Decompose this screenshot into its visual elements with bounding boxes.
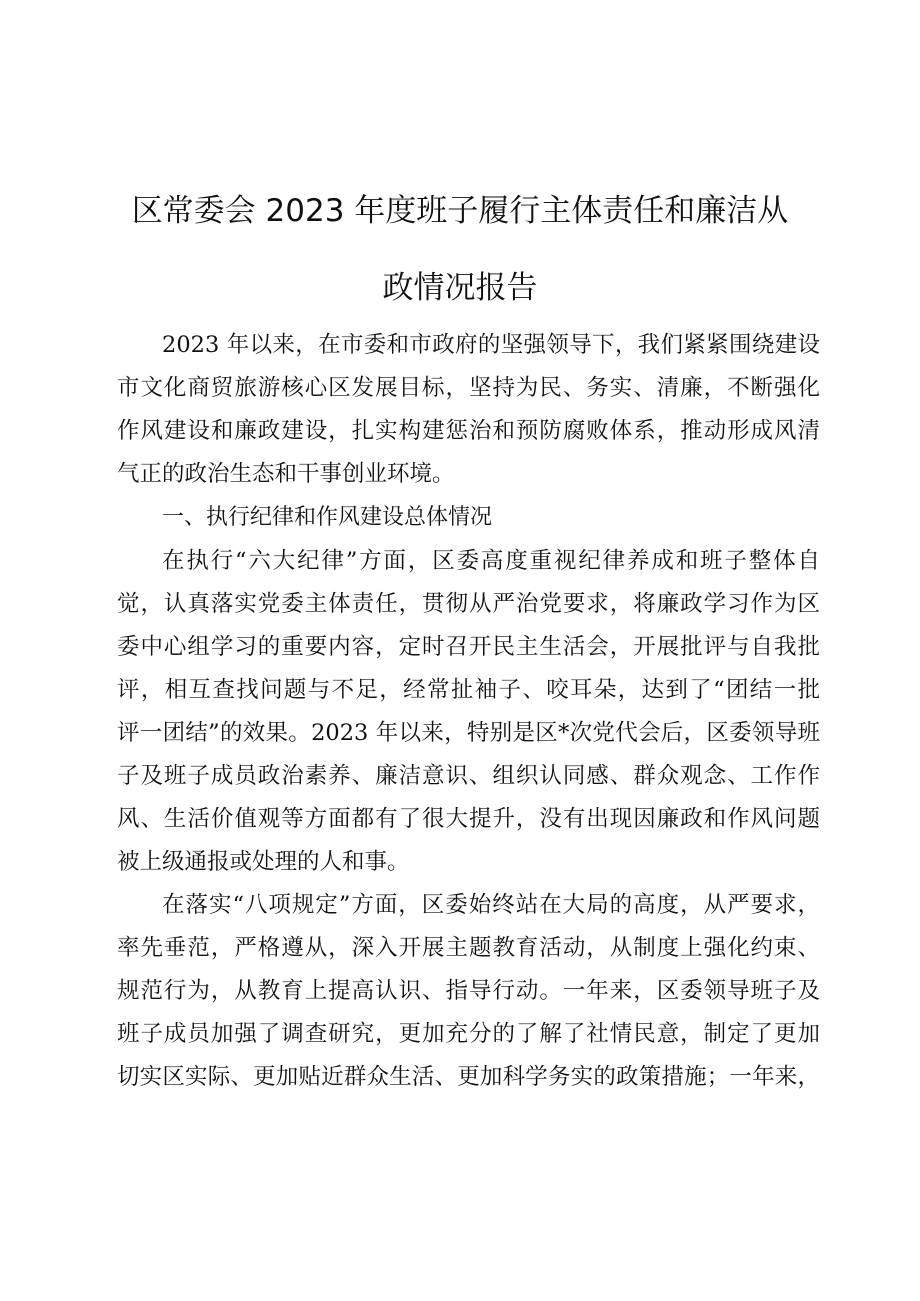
document-title-line-1: 区常委会 2023 年度班子履行主体责任和廉洁从 (131, 193, 789, 229)
paragraph-2-line: 子及班子成员政治素养、廉洁意识、组织认同感、群众观念、工作作 (117, 763, 820, 789)
paragraph-3-line: 规范行为，从教育上提高认识、指导行动。一年来，区委领导班子及 (117, 978, 820, 1004)
paragraph-2-line: 委中心组学习的重要内容，定时召开民主生活会，开展批评与自我批 (117, 634, 820, 660)
section-heading: 一、执行纪律和作风建设总体情况 (162, 505, 493, 530)
paragraph-3-line: 在落实“八项规定”方面，区委始终站在大局的高度，从严要求， (162, 892, 820, 918)
paragraph-1-line: 2023 年以来，在市委和市政府的坚强领导下，我们紧紧围绕建设 (162, 332, 820, 358)
document-title-line-2: 政情况报告 (382, 270, 538, 306)
paragraph-1-line: 气正的政治生态和干事创业环境。 (117, 461, 455, 487)
paragraph-2-line: 被上级通报或处理的人和事。 (117, 849, 410, 875)
paragraph-1-line: 市文化商贸旅游核心区发展目标，坚持为民、务实、清廉，不断强化 (117, 375, 820, 401)
paragraph-2-line: 评，相互查找问题与不足，经常扯袖子、咬耳朵，达到了“团结一批 (117, 677, 820, 703)
paragraph-2-line: 评一团结”的效果。2023 年以来，特别是区*次党代会后，区委领导班 (117, 720, 820, 746)
paragraph-1-line: 作风建设和廉政建设，扎实构建惩治和预防腐败体系，推动形成风清 (117, 418, 820, 444)
paragraph-2-line: 在执行“六大纪律”方面，区委高度重视纪律养成和班子整体自 (162, 548, 820, 574)
paragraph-3-line: 率先垂范，严格遵从，深入开展主题教育活动，从制度上强化约束、 (117, 935, 820, 961)
paragraph-3-line: 班子成员加强了调查研究，更加充分的了解了社情民意，制定了更加 (117, 1021, 820, 1047)
paragraph-2-line: 觉，认真落实党委主体责任，贯彻从严治党要求，将廉政学习作为区 (117, 591, 820, 617)
paragraph-3-line: 切实区实际、更加贴近群众生活、更加科学务实的政策措施；一年来， (117, 1064, 820, 1090)
paragraph-2-line: 风、生活价值观等方面都有了很大提升，没有出现因廉政和作风问题 (117, 806, 820, 832)
